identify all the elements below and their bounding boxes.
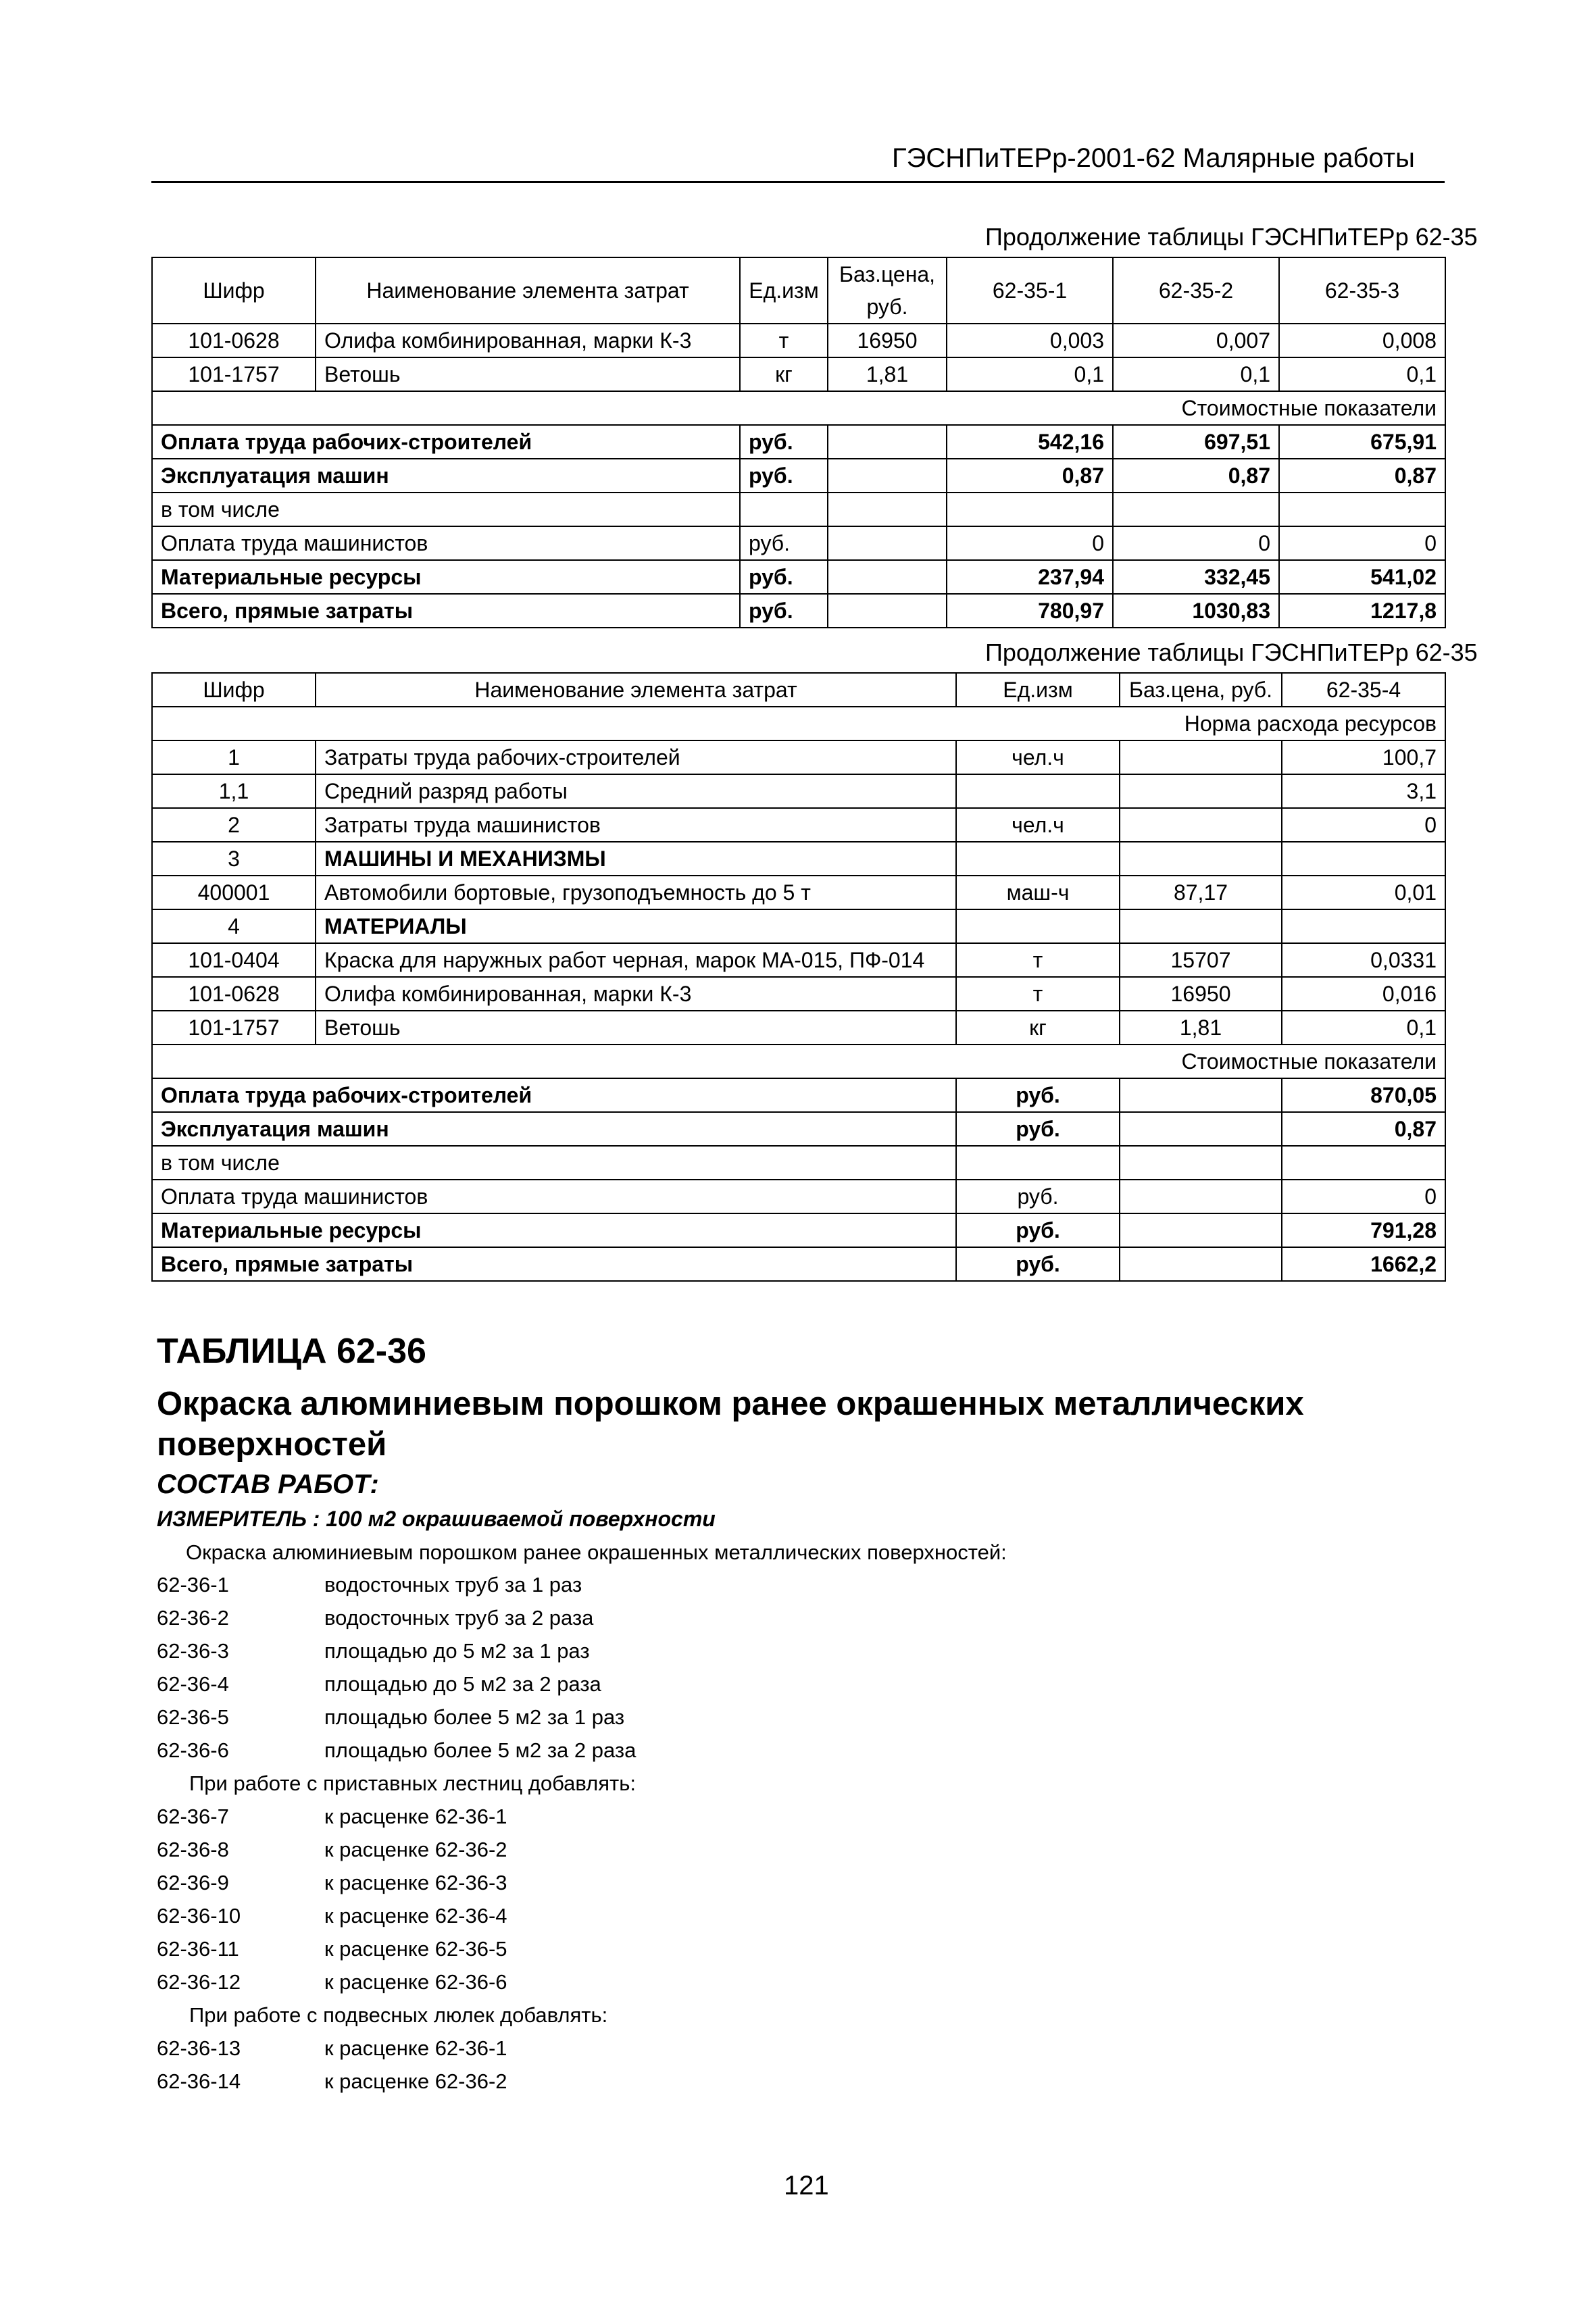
cell-name: Ветошь <box>316 1011 956 1045</box>
cost-row <box>152 560 1445 594</box>
cost-label: в том числе <box>152 1146 956 1180</box>
cost-header: Стоимостные показатели <box>152 391 1445 425</box>
composition-label: СОСТАВ РАБОТ: <box>157 1469 379 1499</box>
section-title: Окраска алюминиевым порошком ранее окрашенных металлических поверхностей <box>157 1386 1304 1463</box>
item-code: 62-36-14 <box>157 2069 241 2093</box>
item-text: площадью более 5 м2 за 2 раза <box>324 1738 637 1762</box>
table-row <box>152 740 1445 774</box>
cell-value: 3,1 <box>1282 774 1445 808</box>
cost-value: 1030,83 <box>1113 594 1279 628</box>
cost-value: 675,91 <box>1279 425 1445 459</box>
cell-code: 3 <box>152 842 316 876</box>
cost-price <box>1120 1180 1282 1213</box>
cell-price <box>1120 909 1282 943</box>
table-row <box>152 808 1445 842</box>
cell-name: Затраты труда рабочих-строителей <box>316 740 956 774</box>
table-row <box>152 1011 1445 1045</box>
item-code: 62-36-5 <box>157 1705 229 1729</box>
cell-price <box>1120 774 1282 808</box>
cell-code: 101-0628 <box>152 324 316 357</box>
col-header-rate-4: 62-35-4 <box>1282 673 1445 707</box>
cell-value: 0,1 <box>1282 1011 1445 1045</box>
col-header-rate-1: 62-35-1 <box>947 257 1113 324</box>
cost-row <box>152 1247 1445 1281</box>
cell-name: МАТЕРИАЛЫ <box>316 909 956 943</box>
item-text: к расценке 62-36-2 <box>324 2069 507 2093</box>
cell-value <box>1282 909 1445 943</box>
cost-value: 1217,8 <box>1279 594 1445 628</box>
cell-code: 101-1757 <box>152 357 316 391</box>
cell-name: Краска для наружных работ черная, марок МА-015, ПФ-014 <box>316 943 956 977</box>
norm-header-row <box>152 707 1445 740</box>
table1-header-row <box>152 257 1445 324</box>
cost-row <box>152 1078 1445 1112</box>
cost-unit: руб. <box>740 425 828 459</box>
ladder-note: При работе с приставных лестниц добавлять: <box>189 1771 637 1795</box>
cost-unit: руб. <box>956 1078 1120 1112</box>
cell-price: 1,81 <box>1120 1011 1282 1045</box>
cell-code: 2 <box>152 808 316 842</box>
col-header-code: Шифр <box>152 257 316 324</box>
cell-unit: кг <box>956 1011 1120 1045</box>
item-code: 62-36-8 <box>157 1838 229 1861</box>
item-code: 62-36-9 <box>157 1871 229 1894</box>
item-text: к расценке 62-36-4 <box>324 1904 507 1928</box>
cost-label: Оплата труда машинистов <box>152 1180 956 1213</box>
running-header: ГЭСНПиТЕРр-2001-62 Малярные работы <box>892 143 1415 173</box>
cell-value: 100,7 <box>1282 740 1445 774</box>
cell-price: 1,81 <box>828 357 947 391</box>
cost-price <box>1120 1247 1282 1281</box>
col-header-price: Баз.цена, руб. <box>828 257 947 324</box>
col-header-code: Шифр <box>152 673 316 707</box>
cell-value: 0,01 <box>1282 876 1445 909</box>
col-header-unit: Ед.изм <box>740 257 828 324</box>
cell-price: 16950 <box>1120 977 1282 1011</box>
cell-unit: чел.ч <box>956 808 1120 842</box>
cell-value: 0 <box>1282 808 1445 842</box>
cell-unit: т <box>740 324 828 357</box>
cost-value: 791,28 <box>1282 1213 1445 1247</box>
cell-unit: т <box>956 977 1120 1011</box>
col-header-name: Наименование элемента затрат <box>316 673 956 707</box>
col-header-rate-2: 62-35-2 <box>1113 257 1279 324</box>
table-title: ТАБЛИЦА 62-36 <box>157 1332 426 1371</box>
cost-value: 0 <box>1282 1180 1445 1213</box>
cost-value: 0 <box>947 526 1113 560</box>
col-header-rate-3: 62-35-3 <box>1279 257 1445 324</box>
cost-label: Оплата труда рабочих-строителей <box>152 425 740 459</box>
cost-price <box>828 560 947 594</box>
cell-code: 101-0404 <box>152 943 316 977</box>
item-text: к расценке 62-36-6 <box>324 1970 507 1994</box>
cell-code: 101-0628 <box>152 977 316 1011</box>
intro-text: Окраска алюминиевым порошком ранее окрашенных металлических поверхностей: <box>186 1540 1007 1564</box>
cost-price <box>1120 1146 1282 1180</box>
cost-value: 0 <box>1279 526 1445 560</box>
cell-price: 16950 <box>828 324 947 357</box>
cost-value: 697,51 <box>1113 425 1279 459</box>
cost-price <box>1120 1112 1282 1146</box>
item-text: водосточных труб за 2 раза <box>324 1606 594 1630</box>
cell-unit <box>956 842 1120 876</box>
cell-code: 1 <box>152 740 316 774</box>
cost-unit: руб. <box>956 1112 1120 1146</box>
cost-value: 870,05 <box>1282 1078 1445 1112</box>
cost-unit: руб. <box>956 1213 1120 1247</box>
cost-value: 332,45 <box>1113 560 1279 594</box>
cost-price <box>828 526 947 560</box>
item-text: к расценке 62-36-2 <box>324 1838 507 1861</box>
table-row <box>152 324 1445 357</box>
table2-header-row <box>152 673 1445 707</box>
cell-value: 0,1 <box>1279 357 1445 391</box>
cost-label: в том числе <box>152 493 740 526</box>
cost-label: Материальные ресурсы <box>152 560 740 594</box>
cost-unit <box>740 493 828 526</box>
cost-row <box>152 1146 1445 1180</box>
cell-unit <box>956 774 1120 808</box>
cost-value: 780,97 <box>947 594 1113 628</box>
cost-row <box>152 459 1445 493</box>
cell-name: Олифа комбинированная, марки К-3 <box>316 324 740 357</box>
cell-unit: т <box>956 943 1120 977</box>
cost-value <box>1113 493 1279 526</box>
cost-price <box>828 594 947 628</box>
cost-price <box>828 425 947 459</box>
cell-unit: маш-ч <box>956 876 1120 909</box>
cell-price: 87,17 <box>1120 876 1282 909</box>
cell-value: 0,003 <box>947 324 1113 357</box>
cradle-note: При работе с подвесных люлек добавлять: <box>189 2003 608 2027</box>
table2-continuation: Продолжение таблицы ГЭСНПиТЕРр 62-35 <box>985 638 1478 666</box>
cell-price <box>1120 808 1282 842</box>
cost-label: Эксплуатация машин <box>152 459 740 493</box>
item-code: 62-36-7 <box>157 1805 229 1828</box>
table-row <box>152 774 1445 808</box>
item-code: 62-36-13 <box>157 2036 241 2060</box>
table-row <box>152 977 1445 1011</box>
cell-name: Средний разряд работы <box>316 774 956 808</box>
norm-header: Норма расхода ресурсов <box>152 707 1445 740</box>
cell-code: 101-1757 <box>152 1011 316 1045</box>
cost-value: 0,87 <box>1113 459 1279 493</box>
cell-value: 0,008 <box>1279 324 1445 357</box>
cost-value: 1662,2 <box>1282 1247 1445 1281</box>
cell-price <box>1120 842 1282 876</box>
cost-label: Эксплуатация машин <box>152 1112 956 1146</box>
cost-header: Стоимостные показатели <box>152 1045 1445 1078</box>
cost-row <box>152 493 1445 526</box>
cost-label: Оплата труда машинистов <box>152 526 740 560</box>
cost-label: Оплата труда рабочих-строителей <box>152 1078 956 1112</box>
cell-code: 4 <box>152 909 316 943</box>
item-code: 62-36-11 <box>157 1937 239 1961</box>
cell-unit: кг <box>740 357 828 391</box>
cell-price: 15707 <box>1120 943 1282 977</box>
cell-name: Олифа комбинированная, марки К-3 <box>316 977 956 1011</box>
cell-name: Затраты труда машинистов <box>316 808 956 842</box>
cost-unit <box>956 1146 1120 1180</box>
cell-code: 1,1 <box>152 774 316 808</box>
cell-value: 0,1 <box>947 357 1113 391</box>
item-code: 62-36-1 <box>157 1573 229 1596</box>
table-row <box>152 909 1445 943</box>
cell-value: 0,007 <box>1113 324 1279 357</box>
cost-header-row <box>152 1045 1445 1078</box>
item-code: 62-36-6 <box>157 1738 229 1762</box>
cost-unit: руб. <box>740 594 828 628</box>
item-text: площадью до 5 м2 за 2 раза <box>324 1672 601 1696</box>
cost-value <box>1282 1146 1445 1180</box>
cost-value: 542,16 <box>947 425 1113 459</box>
cell-value: 0,016 <box>1282 977 1445 1011</box>
cost-value: 237,94 <box>947 560 1113 594</box>
cost-unit: руб. <box>740 459 828 493</box>
item-text: к расценке 62-36-3 <box>324 1871 507 1894</box>
cost-unit: руб. <box>956 1247 1120 1281</box>
page-number: 121 <box>784 2171 829 2200</box>
cost-price <box>828 459 947 493</box>
cost-unit: руб. <box>740 560 828 594</box>
col-header-price: Баз.цена, руб. <box>1120 673 1282 707</box>
item-text: к расценке 62-36-1 <box>324 1805 507 1828</box>
table-row <box>152 842 1445 876</box>
item-code: 62-36-3 <box>157 1639 229 1663</box>
cost-label: Всего, прямые затраты <box>152 594 740 628</box>
cell-name: МАШИНЫ И МЕХАНИЗМЫ <box>316 842 956 876</box>
cost-value: 0,87 <box>1279 459 1445 493</box>
item-code: 62-36-10 <box>157 1904 241 1928</box>
item-code: 62-36-4 <box>157 1672 229 1696</box>
cell-value <box>1282 842 1445 876</box>
col-header-name: Наименование элемента затрат <box>316 257 740 324</box>
table2 <box>151 672 1446 1282</box>
cost-value <box>947 493 1113 526</box>
cost-unit: руб. <box>956 1180 1120 1213</box>
item-code: 62-36-12 <box>157 1970 241 1994</box>
header-rule <box>151 181 1445 183</box>
cell-value: 0,1 <box>1113 357 1279 391</box>
cost-unit: руб. <box>740 526 828 560</box>
col-header-unit: Ед.изм <box>956 673 1120 707</box>
item-text: к расценке 62-36-5 <box>324 1937 507 1961</box>
cell-value: 0,0331 <box>1282 943 1445 977</box>
cost-value: 541,02 <box>1279 560 1445 594</box>
table-row <box>152 357 1445 391</box>
cost-header-row <box>152 391 1445 425</box>
item-code: 62-36-2 <box>157 1606 229 1630</box>
cost-row <box>152 1112 1445 1146</box>
table1-continuation: Продолжение таблицы ГЭСНПиТЕРр 62-35 <box>985 223 1478 251</box>
item-text: площадью более 5 м2 за 1 раз <box>324 1705 625 1729</box>
cost-row <box>152 594 1445 628</box>
cost-price <box>1120 1213 1282 1247</box>
cell-price <box>1120 740 1282 774</box>
cell-unit: чел.ч <box>956 740 1120 774</box>
cost-value: 0,87 <box>1282 1112 1445 1146</box>
item-text: к расценке 62-36-1 <box>324 2036 507 2060</box>
cost-value <box>1279 493 1445 526</box>
cell-unit <box>956 909 1120 943</box>
cell-name: Ветошь <box>316 357 740 391</box>
cost-value: 0 <box>1113 526 1279 560</box>
measure-unit: ИЗМЕРИТЕЛЬ : 100 м2 окрашиваемой поверхности <box>157 1507 716 1531</box>
table-row <box>152 943 1445 977</box>
table1 <box>151 257 1446 628</box>
item-text: площадью до 5 м2 за 1 раз <box>324 1639 590 1663</box>
cost-value: 0,87 <box>947 459 1113 493</box>
cell-code: 400001 <box>152 876 316 909</box>
cost-row <box>152 526 1445 560</box>
cost-label: Материальные ресурсы <box>152 1213 956 1247</box>
cost-label: Всего, прямые затраты <box>152 1247 956 1281</box>
cost-price <box>828 493 947 526</box>
cost-price <box>1120 1078 1282 1112</box>
table-row <box>152 876 1445 909</box>
cost-row <box>152 425 1445 459</box>
cost-row <box>152 1213 1445 1247</box>
item-text: водосточных труб за 1 раз <box>324 1573 582 1596</box>
cell-name: Автомобили бортовые, грузоподъемность до 5 т <box>316 876 956 909</box>
cost-row <box>152 1180 1445 1213</box>
